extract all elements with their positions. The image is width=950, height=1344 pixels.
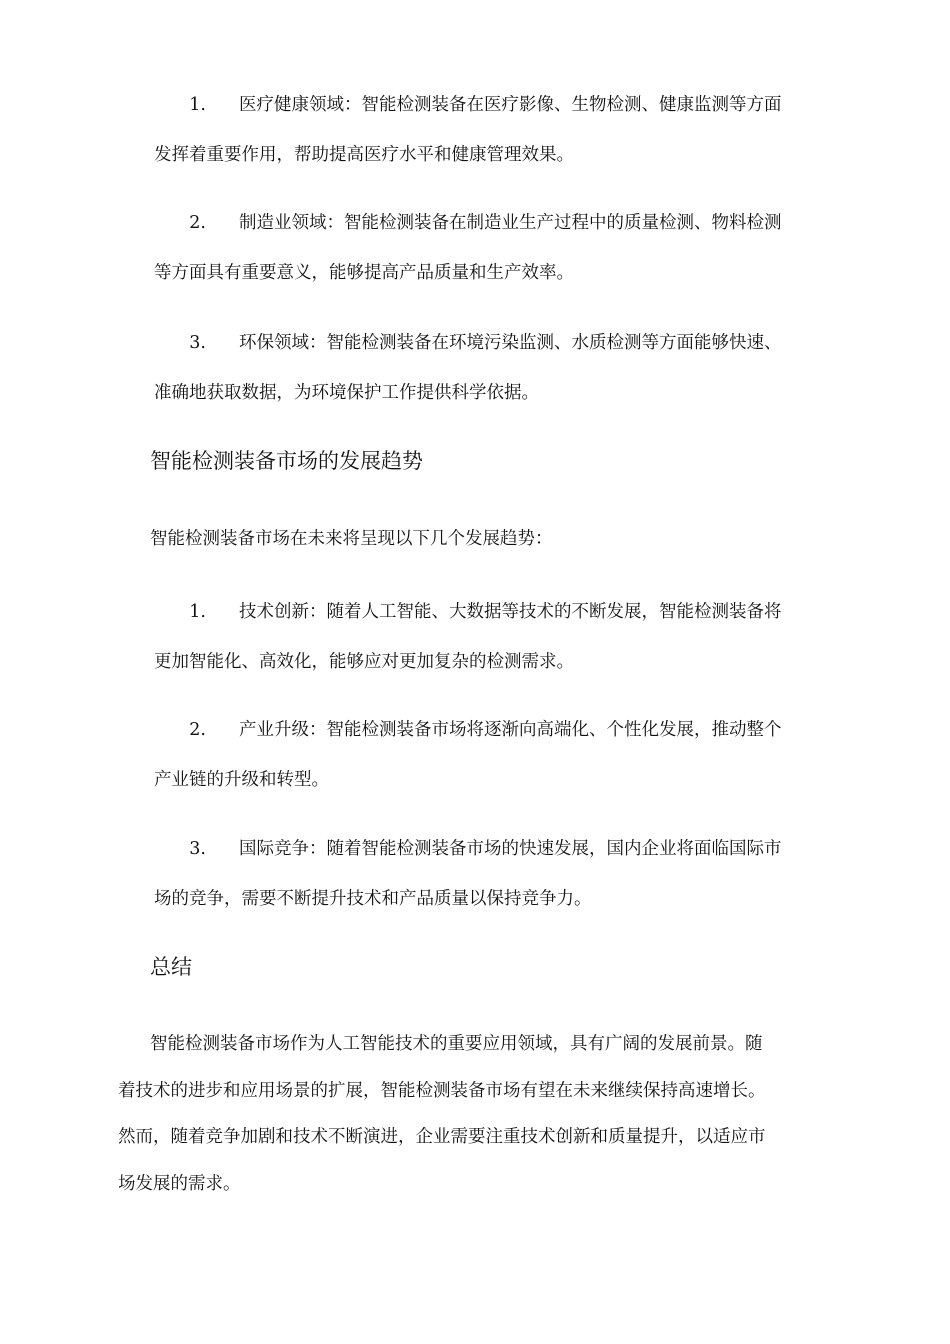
intro-paragraph: 智能检测装备市场在未来将呈现以下几个发展趋势： [150, 529, 553, 549]
list-item [118, 824, 828, 924]
summary-heading: 总结 [150, 955, 192, 979]
list-number: 2. [189, 720, 206, 740]
summary-line: 着技术的进步和应用场景的扩展，智能检测装备市场有望在未来继续保持高速增长。 [118, 1080, 766, 1101]
list-text: 环保领域：智能检测装备在环境污染监测、水质检测等方面能够快速、 [239, 333, 782, 353]
list-text-continued: 更加智能化、高效化，能够应对更加复杂的检测需求。 [154, 652, 574, 672]
list-number: 1. [189, 602, 206, 622]
summary-paragraph [118, 1021, 838, 1207]
summary-line: 场发展的需求。 [118, 1173, 241, 1194]
list-number: 1. [189, 95, 206, 115]
list-number: 2. [189, 213, 206, 233]
list-text: 制造业领域：智能检测装备在制造业生产过程中的质量检测、物料检测 [239, 213, 782, 233]
list-text-continued: 产业链的升级和转型。 [154, 770, 329, 790]
list-number: 3. [189, 839, 206, 859]
list-text: 技术创新：随着人工智能、大数据等技术的不断发展，智能检测装备将 [239, 602, 782, 622]
list-text: 产业升级：智能检测装备市场将逐渐向高端化、个性化发展，推动整个 [239, 720, 782, 740]
list-item [118, 318, 828, 418]
section-heading: 智能检测装备市场的发展趋势 [150, 449, 423, 473]
list-text-continued: 准确地获取数据，为环境保护工作提供科学依据。 [154, 383, 539, 403]
summary-line: 智能检测装备市场作为人工智能技术的重要应用领域，具有广阔的发展前景。随 [150, 1034, 763, 1054]
list-text-continued: 等方面具有重要意义，能够提高产品质量和生产效率。 [154, 263, 574, 283]
list-text: 国际竞争：随着智能检测装备市场的快速发展，国内企业将面临国际市 [239, 839, 782, 859]
list-item [118, 587, 828, 687]
list-text-continued: 场的竞争，需要不断提升技术和产品质量以保持竞争力。 [154, 889, 592, 909]
list-text-continued: 发挥着重要作用，帮助提高医疗水平和健康管理效果。 [154, 145, 574, 165]
list-item [118, 80, 828, 180]
list-number: 3. [189, 333, 206, 353]
list-item [118, 705, 828, 805]
summary-line: 然而，随着竞争加剧和技术不断演进，企业需要注重技术创新和质量提升，以适应市 [118, 1127, 766, 1147]
list-text: 医疗健康领域：智能检测装备在医疗影像、生物检测、健康监测等方面 [239, 95, 782, 115]
list-item [118, 198, 828, 298]
